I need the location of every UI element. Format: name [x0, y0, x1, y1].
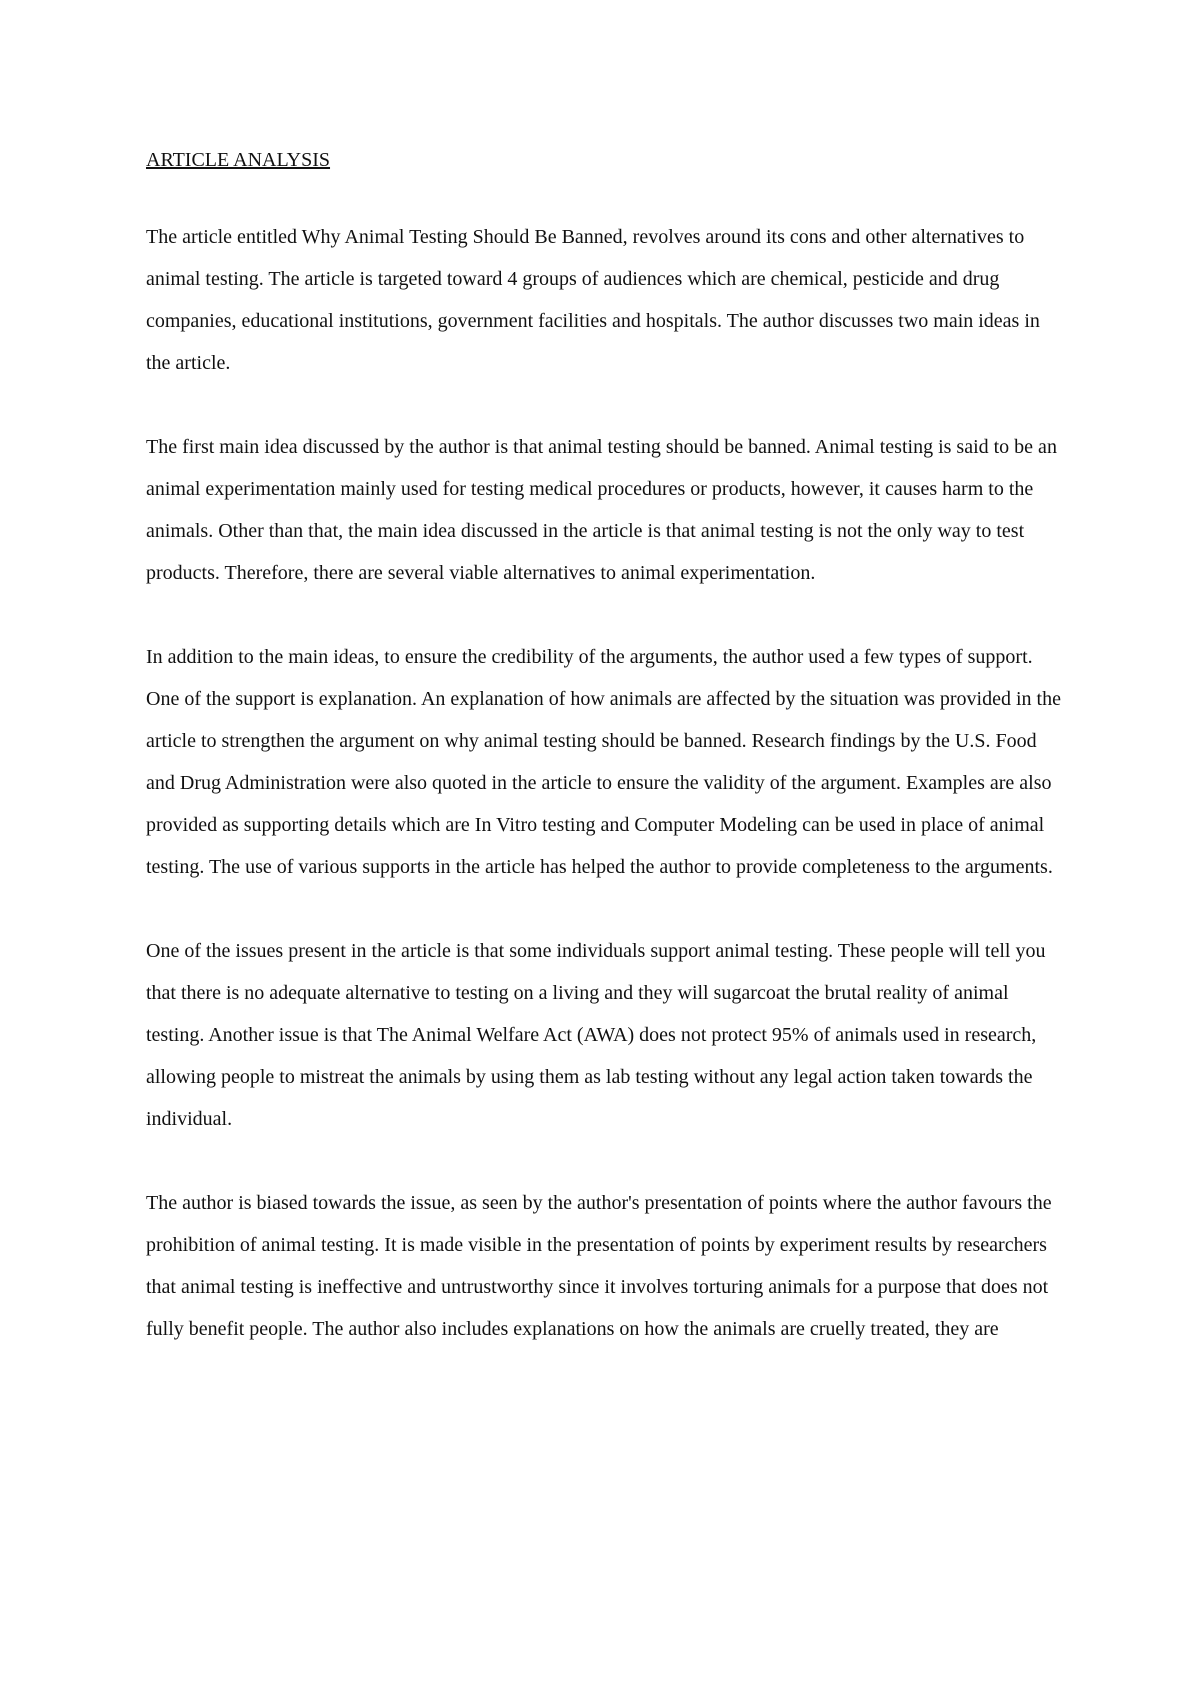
paragraph-issues: One of the issues present in the article is that some individuals support animal testing. These people will tell you that there is no adequate alternative to testing on a living and they will sugarcoat the brutal reality of animal testing. Another issue is that The Animal Welfare Act (AWA) does not protect 95% of animals used in research, allowing people to mistreat the animals by using them as lab testing without any legal action taken towards the individual. — [146, 940, 1046, 1130]
document-body — [146, 146, 1066, 1392]
document-title: ARTICLE ANALYSIS — [146, 149, 331, 171]
paragraph-main-ideas: The first main idea discussed by the author is that animal testing should be banned. Animal testing is said to be an animal experimentation mainly used for testing medical procedures or products, however, it causes harm to the animals. Other than that, the main idea discussed in the article is that animal testing is not the only way to test products. Therefore, there are several viable alternatives to animal experimentation. — [146, 436, 1057, 584]
paragraph-bias: The author is biased towards the issue, as seen by the author's presentation of points where the author favours the prohibition of animal testing. It is made visible in the presentation of points by experiment results by researchers that animal testing is ineffective and untrustworthy since it involves torturing animals for a purpose that does not fully benefit people. The author also includes explanations on how the animals are cruelly treated, they are — [146, 1192, 1052, 1340]
paragraph-support: In addition to the main ideas, to ensure the credibility of the arguments, the author used a few types of support. One of the support is explanation. An explanation of how animals are affected by the situation was provided in the article to strengthen the argument on why animal testing should be banned. Research findings by the U.S. Food and Drug Administration were also quoted in the article to ensure the validity of the argument. Examples are also provided as supporting details which are In Vitro testing and Computer Modeling can be used in place of animal testing. The use of various supports in the article has helped the author to provide completeness to the arguments. — [146, 646, 1061, 878]
paragraph-intro: The article entitled Why Animal Testing Should Be Banned, revolves around its cons and other alternatives to animal testing. The article is targeted toward 4 groups of audiences which are chemical, pesticide and drug companies, educational institutions, government facilities and hospitals. The author discusses two main ideas in the article. — [146, 226, 1040, 374]
